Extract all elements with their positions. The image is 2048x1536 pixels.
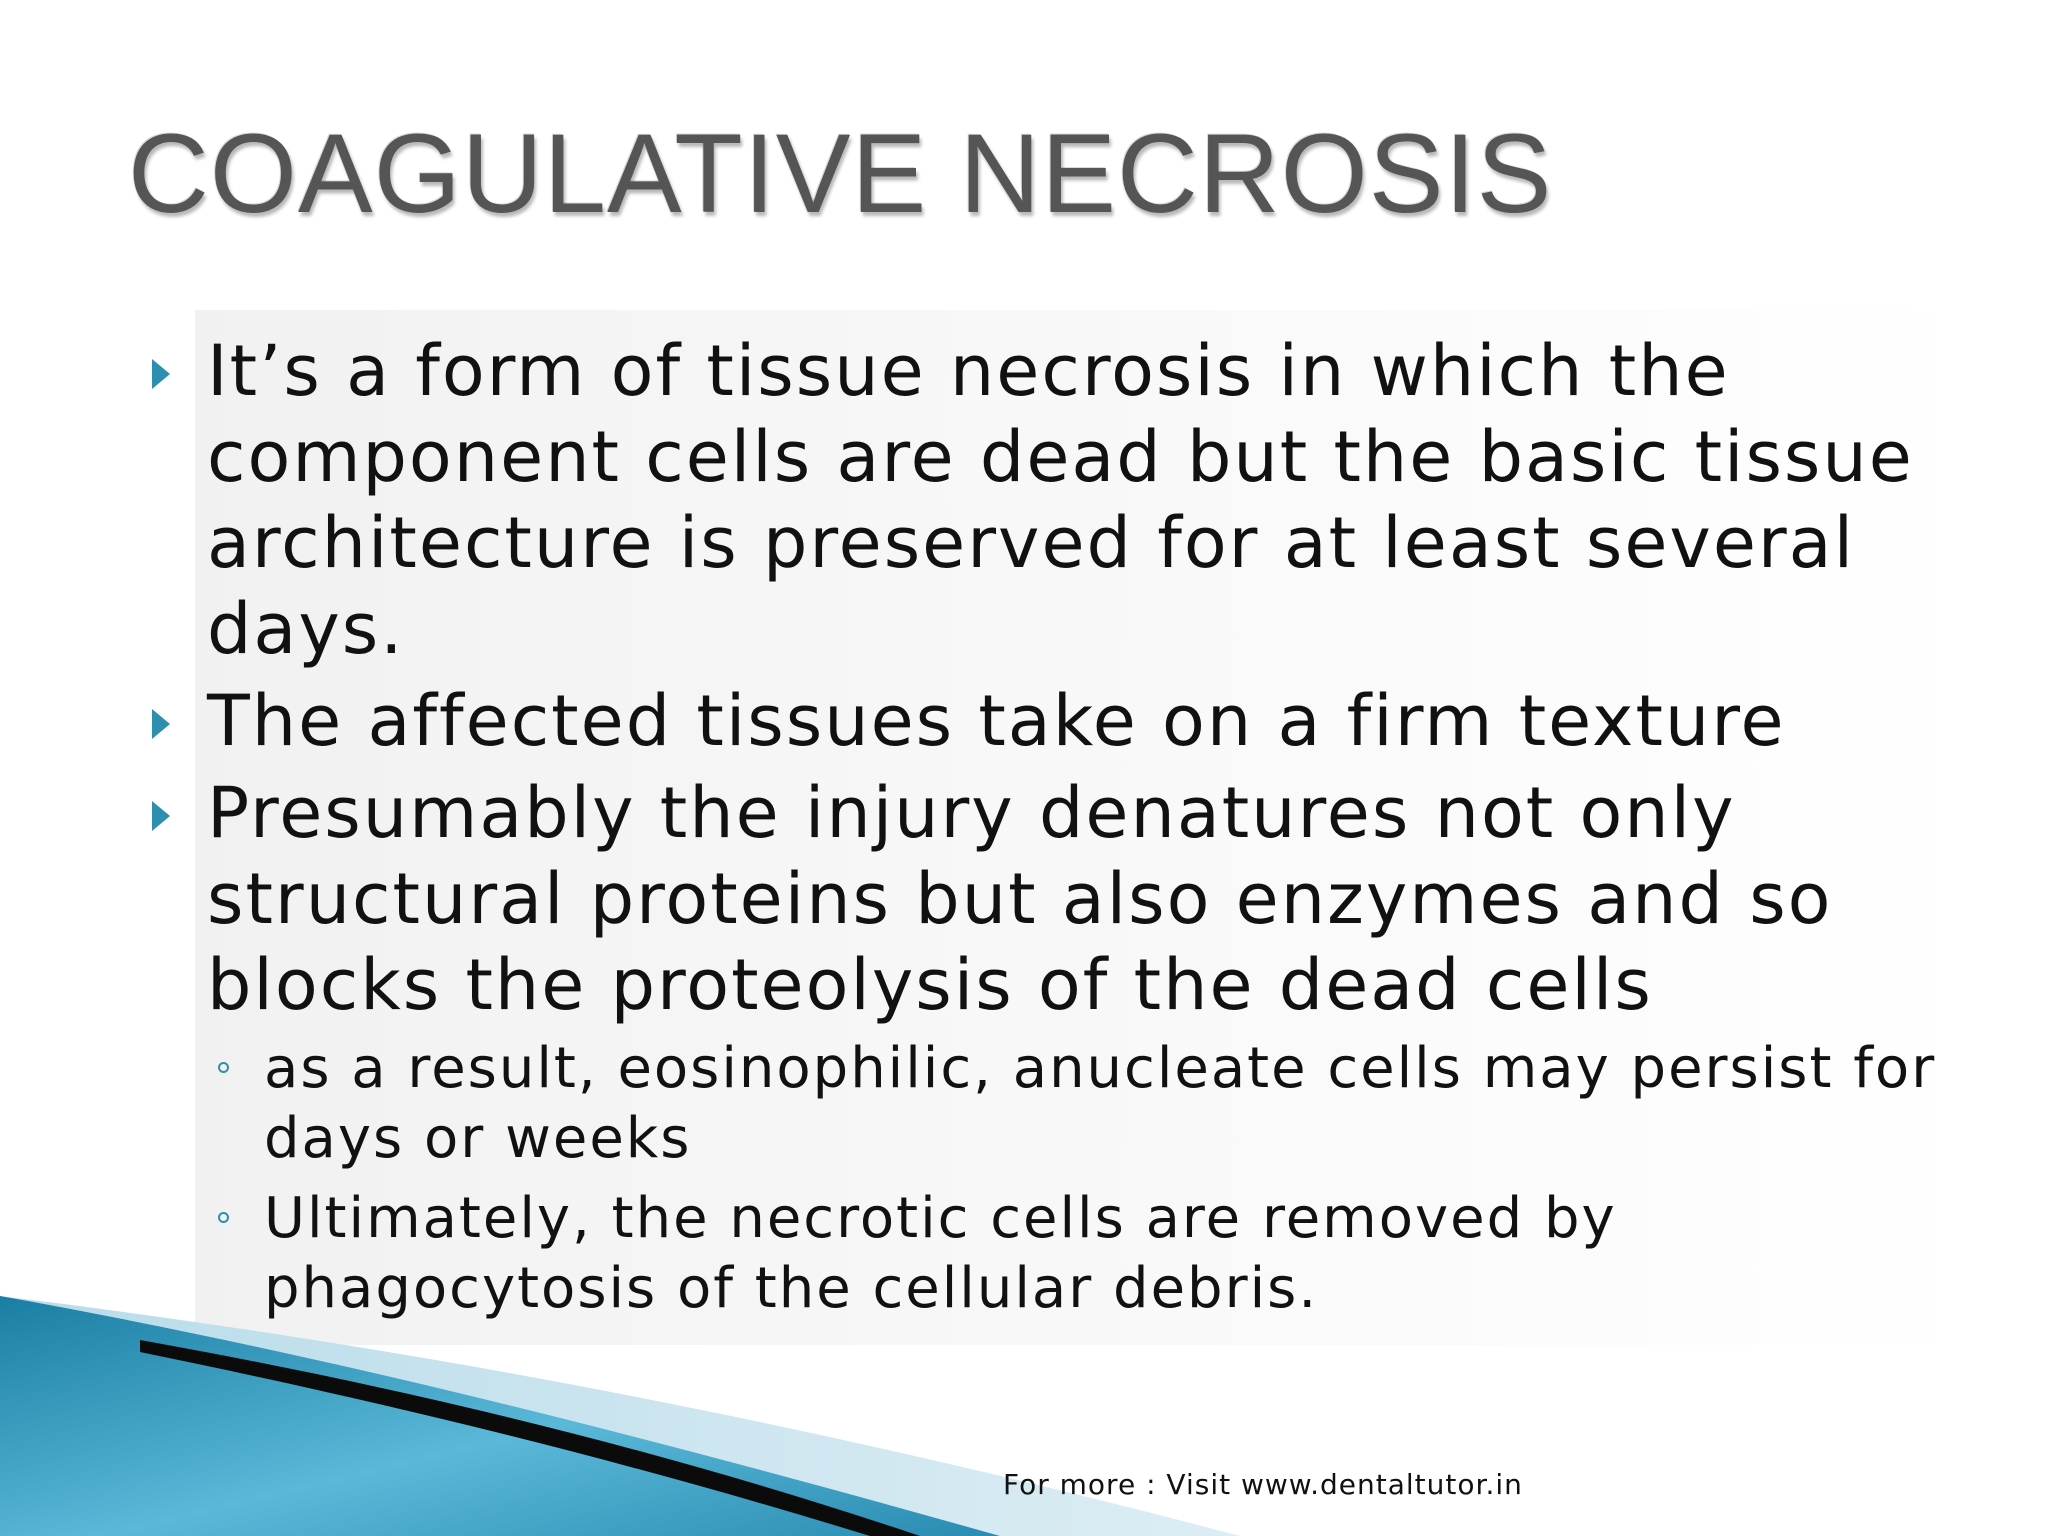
sub-bullet-item — [140, 1034, 1960, 1174]
sub-bullet-text: as a result, eosinophilic, anucleate cells may persist for days or weeks — [264, 1036, 1937, 1171]
triangle-bullet-icon — [152, 359, 170, 389]
footer-link-text: For more : Visit www.dentaltutor.in — [1003, 1468, 1523, 1501]
bullet-item — [140, 678, 1960, 764]
slide-title: COAGULATIVE NECROSIS — [128, 111, 1553, 236]
bullet-text: It’s a form of tissue necrosis in which the component cells are dead but the basic tissue architecture is preserved for at least several days. — [207, 330, 1914, 670]
circle-bullet-icon — [218, 1212, 229, 1223]
sub-bullet-text: Ultimately, the necrotic cells are removed by phagocytosis of the cellular debris. — [264, 1186, 1617, 1321]
sub-bullet-item — [140, 1184, 1960, 1324]
bullet-item — [140, 770, 1960, 1028]
slide-body — [140, 328, 1960, 1334]
circle-bullet-icon — [218, 1062, 229, 1073]
bullet-text: The affected tissues take on a firm texture — [207, 680, 1786, 762]
triangle-bullet-icon — [152, 709, 170, 739]
bullet-item — [140, 328, 1960, 672]
bullet-text: Presumably the injury denatures not only structural proteins but also enzymes and so blocks the proteolysis of the dead cells — [207, 772, 1833, 1026]
triangle-bullet-icon — [152, 801, 170, 831]
